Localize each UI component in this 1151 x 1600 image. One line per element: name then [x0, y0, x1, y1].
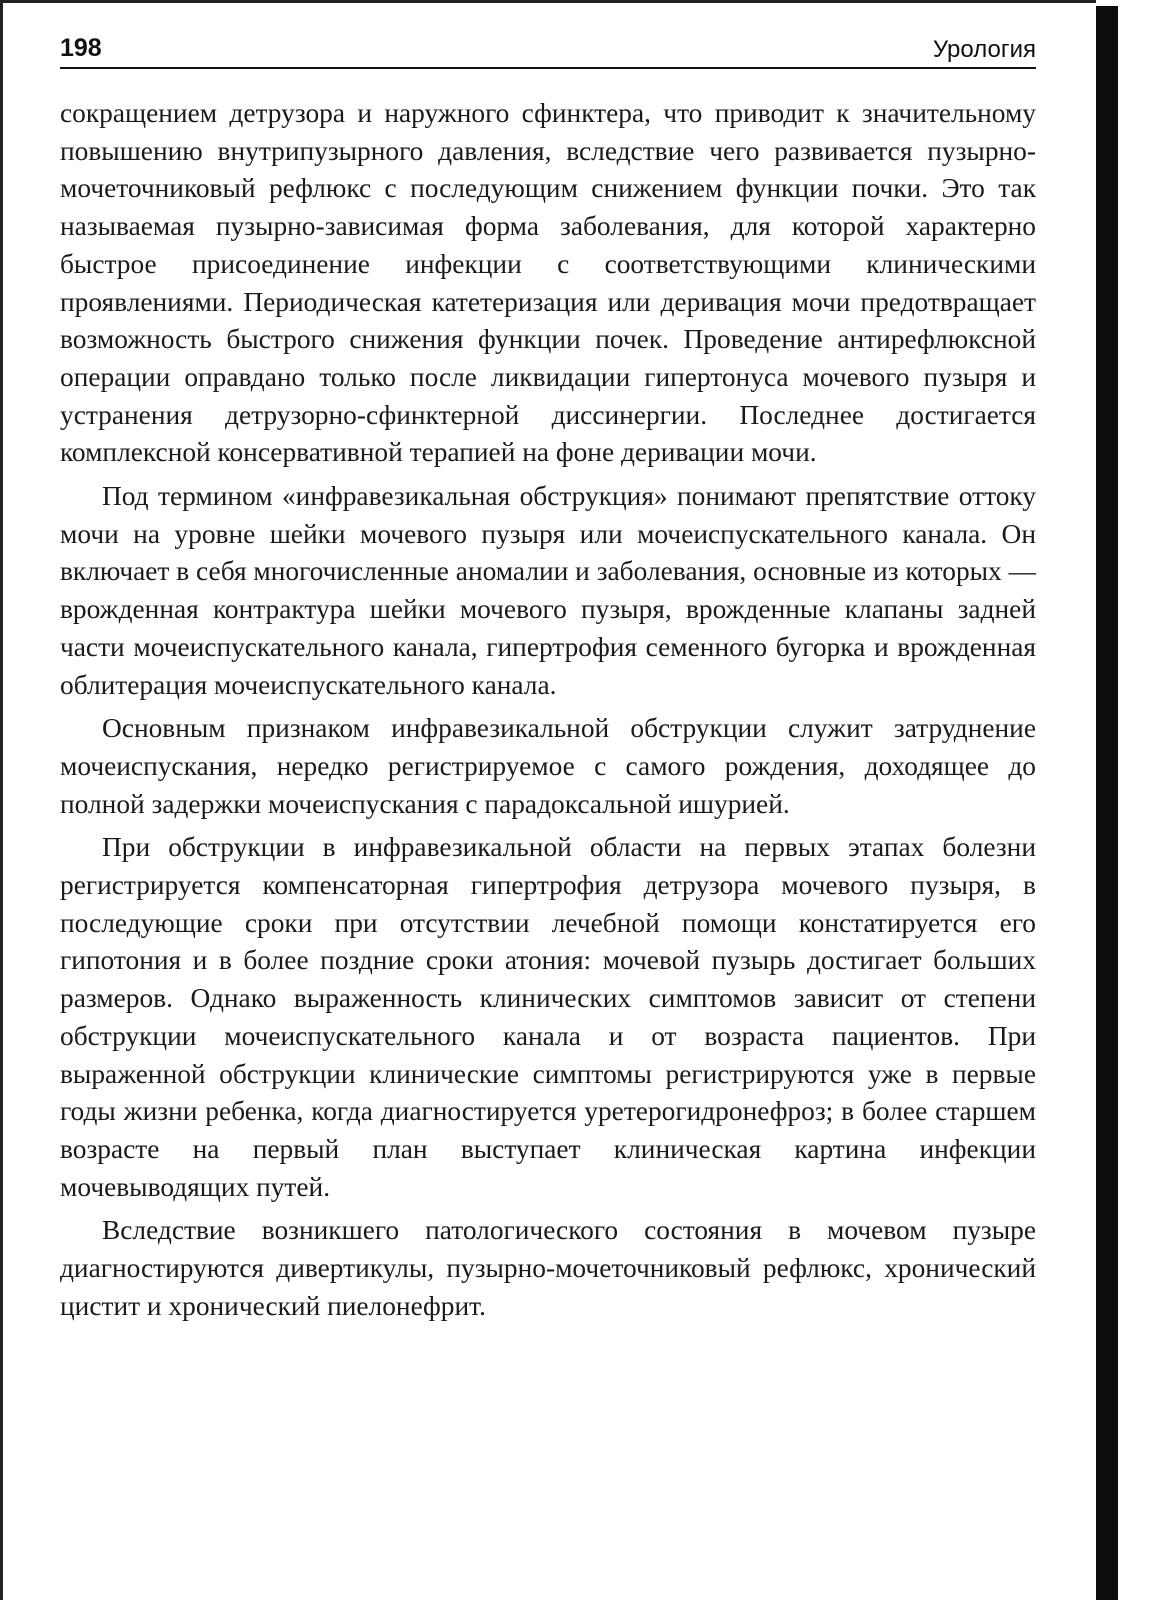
- body-text: [60, 95, 1036, 1332]
- running-title: Урология: [932, 36, 1036, 63]
- paragraph: Вследствие возникшего патологического состояния в мочевом пузыре диагностируются дивертикулы, пузырно-мочеточниковый рефлюкс, хронический цистит и хронический пиелонефрит.: [60, 1215, 1036, 1321]
- page-number: 198: [60, 34, 102, 62]
- paragraph: сокращением детрузора и наружного сфинктера, что приводит к значительному повышению внутрипузырного давления, вследствие чего развивается пузырно-мочеточниковый рефлюкс с последующим снижением функции почки. Это так называемая пузырно-зависимая форма заболевания, для которой характерно быстрое присоединение инфекции с соответствующими клиническими проявлениями. Периодическая катетеризация или деривация мочи предотвращает возможность быстрого снижения функции почек. Проведение антирефлюксной операции оправдано только после ликвидации гипертонуса мочевого пузыря и устранения детрузорно-сфинктерной диссинергии. Последнее достигается комплексной консервативной терапией на фоне деривации мочи.: [60, 98, 1036, 468]
- paragraph: При обструкции в инфравезикальной области на первых этапах болезни регистрируется компенсаторная гипертрофия детрузора мочевого пузыря, в последующие сроки при отсутствии лечебной помощи констатируется его гипотония и в более поздние сроки атония: мочевой пузырь достигает больших размеров. Однако выраженность клинических симптомов зависит от степени обструкции мочеиспускательного канала и от возраста пациентов. При выраженной обструкции клинические симптомы регистрируются уже в первые годы жизни ребенка, когда диагностируется уретерогидронефроз; в более старшем возрасте на первый план выступает клиническая картина инфекции мочевыводящих путей.: [60, 832, 1036, 1202]
- scan-right-shadow: [1096, 6, 1118, 1600]
- paragraph: Под термином «инфравезикальная обструкция» понимают препятствие оттоку мочи на уровне шейки мочевого пузыря или мочеиспускательного канала. Он включает в себя многочисленные аномалии и заболевания, основные из которых — врожденная контрактура шейки мочевого пузыря, врожденные клапаны задней части мочеиспускательного канала, гипертрофия семенного бугорка и врожденная облитерация мочеиспускательного канала.: [60, 481, 1036, 700]
- paragraph: Основным признаком инфравезикальной обструкции служит затруднение мочеиспускания, нередко регистрируемое с самого рождения, доходящее до полной задержки мочеиспускания с парадоксальной ишурией.: [60, 713, 1036, 819]
- page-header: [60, 30, 1036, 70]
- scan-top-edge: [0, 0, 1096, 3]
- scan-left-edge: [0, 0, 3, 1600]
- header-rule: [60, 67, 1036, 69]
